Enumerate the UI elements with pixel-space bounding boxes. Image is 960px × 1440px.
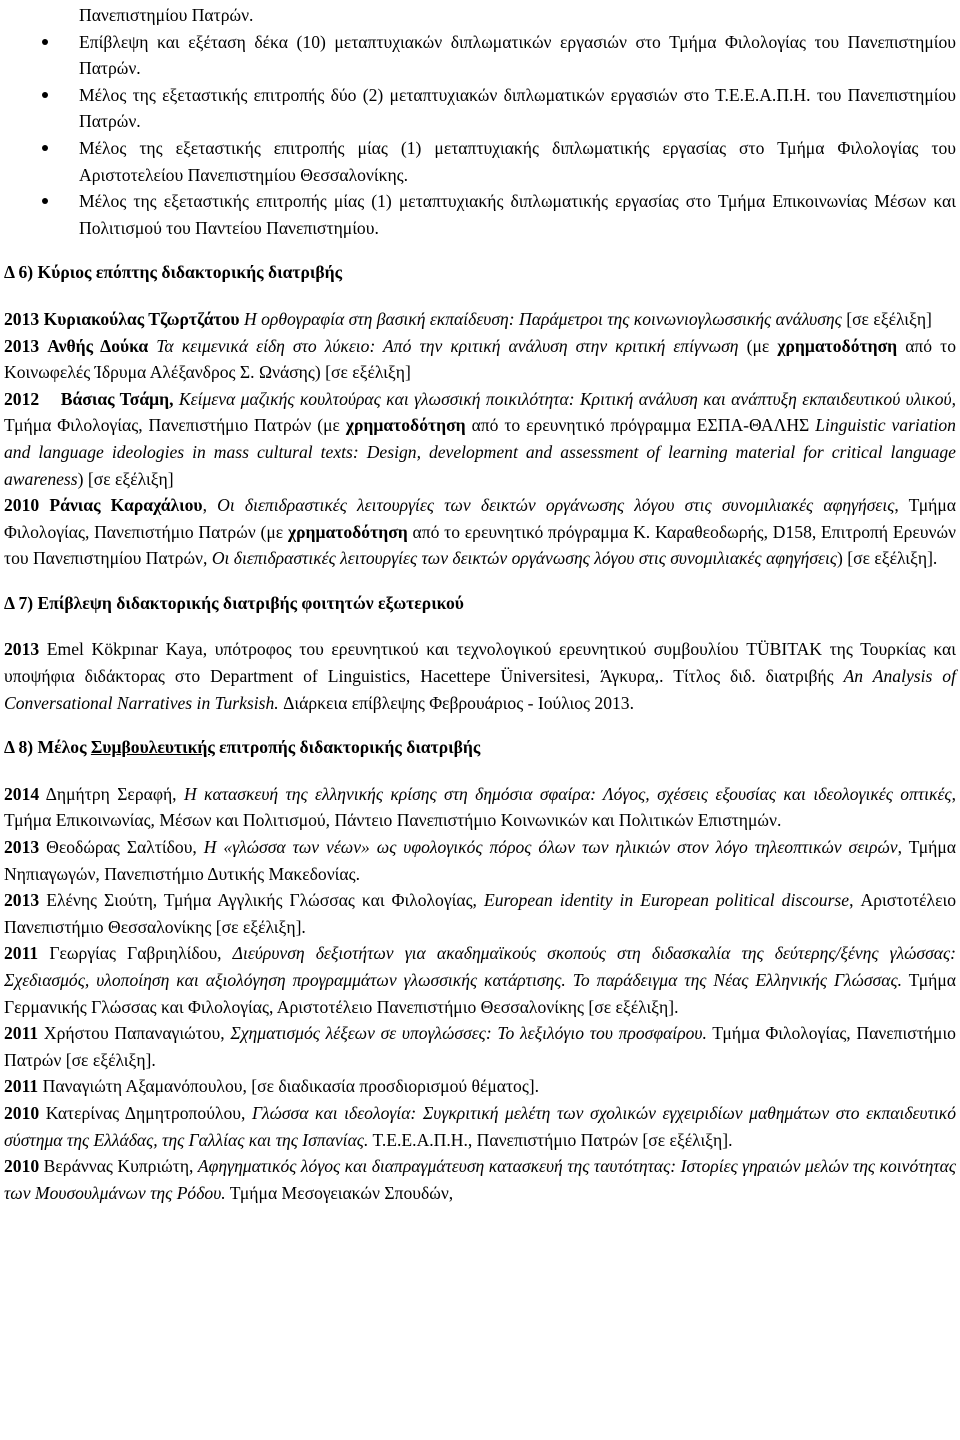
list-item: Μέλος της εξεταστικής επιτροπής δύο (2) μεταπτυχιακών διπλωματικών εργασιών στο Τ.Ε.Ε.Α.Π.Η. του Πανεπιστημίου Πατρών. xyxy=(4,82,956,135)
entry-8-5: 2011 Χρήστου Παπαναγιώτου, Σχηματισμός λέξεων σε υπογλώσσες: Το λεξιλόγιο του προσφαίρου. Τμήμα Φιλολογίας, Πανεπιστήμιο Πατρών [σε εξέλιξη]. xyxy=(4,1023,956,1070)
bullet-icon xyxy=(42,92,48,98)
list-item: Μέλος της εξεταστικής επιτροπής μίας (1) μεταπτυχιακής διπλωματικής εργασίας στο Τμήμα Επικοινωνίας Μέσων και Πολιτισμού του Παντείου Πανεπιστημίου. xyxy=(4,188,956,241)
supervision-list xyxy=(4,29,956,242)
entry-6-1: 2013 Κυριακούλας Τζωρτζάτου Η ορθογραφία στη βασική εκπαίδευση: Παράμετροι της κοινωνιογλωσσικής ανάλυσης [σε εξέλιξη] xyxy=(4,308,932,329)
section-heading-6: Δ 6) Κύριος επόπτης διδακτορικής διατριβής xyxy=(4,262,343,283)
entry-8-7: 2010 Κατερίνας Δημητροπούλου, Γλώσσα και ιδεολογία: Συγκριτική μελέτη των σχολικών εγχειριδίων μαθημάτων στο εκπαιδευτικό σύστημα της Ελλάδας, της Γαλλίας και της Ισπανίας. Τ.Ε.Ε.Α.Π.Η., Πανεπιστήμιο Πατρών [σε εξέλιξη]. xyxy=(4,1102,956,1150)
entry-6-3: 2012 Βάσιας Τσάμη, Κείμενα μαζικής κουλτούρας και γλωσσική ποικιλότητα: Κριτική ανάλυση και ανάπτυξη εκπαιδευτικού υλικού, Τμήμα Φιλολογίας, Πανεπιστήμιο Πατρών (με χρηματοδότηση από το ερευνητικό πρόγραμμα ΕΣΠΑ-ΘΑΛΗΣ Linguistic variation and language ideologies in mass cultural texts: Design, development and assessment of learning material for critical language awareness) [σε εξέλιξη] xyxy=(4,388,956,489)
entry-8-3: 2013 Ελένης Σιούτη, Τμήμα Αγγλικής Γλώσσας και Φιλολογίας, European identity in European political discourse, Αριστοτέλειο Πανεπιστήμιο Θεσσαλονίκης [σε εξέλιξη]. xyxy=(4,890,956,937)
bullet-icon xyxy=(42,145,48,151)
bullet-icon xyxy=(42,198,48,204)
list-item: Επίβλεψη και εξέταση δέκα (10) μεταπτυχιακών διπλωματικών εργασιών στο Τμήμα Φιλολογίας του Πανεπιστημίου Πατρών. xyxy=(4,29,956,82)
entry-7-1: 2013 Emel Kökpınar Kaya, υπότροφος του ερευνητικού και τεχνολογικού ερευνητικού συμβουλίου TÜBITAK της Τουρκίας και υποψήφια διδάκτορας στο Department of Linguistics, Hacettepe Üniversitesi, Άγκυρα,. Τίτλος διδ. διατριβής An Analysis of Conversational Narratives in Turksish. Διάρκεια επίβλεψης Φεβρουάριος - Ιούλιος 2013. xyxy=(4,639,956,713)
entry-6-4: 2010 Ράνιας Καραχάλιου, Οι διεπιδραστικές λειτουργίες των δεικτών οργάνωσης λόγου στις συνομιλιακές αφηγήσεις, Τμήμα Φιλολογίας, Πανεπιστήμιο Πατρών (με χρηματοδότηση από το ερευνητικό πρόγραμμα Κ. Καραθεοδωρής, D158, Επιτροπή Ερευνών του Πανεπιστημίου Πατρών, Οι διεπιδραστικές λειτουργίες των δεικτών οργάνωσης λόγου στις συνομιλιακές αφηγήσεις) [σε εξέλιξη]. xyxy=(4,495,957,569)
entry-8-1: 2014 Δημήτρη Σεραφή, Η κατασκευή της ελληνικής κρίσης στη δημόσια σφαίρα: Λόγος, σχέσεις εξουσίας και ιδεολογικές οπτικές, Τμήμα Επικοινωνίας, Μέσων και Πολιτισμού, Πάντειο Πανεπιστήμιο Κοινωνικών και Πολιτικών Επιστημών. xyxy=(4,783,956,831)
entry-8-6: 2011 Παναγιώτη Αξαμανόπουλου, [σε διαδικασία προσδιορισμού θέματος]. xyxy=(4,1076,540,1097)
section-heading-7: Δ 7) Επίβλεψη διδακτορικής διατριβής φοιτητών εξωτερικού xyxy=(4,592,464,613)
entry-8-2: 2013 Θεοδώρας Σαλτίδου, Η «γλώσσα των νέων» ως υφολογικός πόρος όλων των ηλικιών στον λόγο τηλεοπτικών σειρών, Τμήμα Νηπιαγωγών, Πανεπιστήμιο Δυτικής Μακεδονίας. xyxy=(4,837,956,884)
list-item: Μέλος της εξεταστικής επιτροπής μίας (1) μεταπτυχιακής διπλωματικής εργασίας στο Τμήμα Φιλολογίας του Αριστοτελείου Πανεπιστημίου Θεσσαλονίκης. xyxy=(4,135,956,188)
entry-8-4: 2011 Γεωργίας Γαβριηλίδου, Διεύρυνση δεξιοτήτων για ακαδημαϊκούς σκοπούς στη διδασκαλία της δεύτερης/ξένης γλώσσας: Σχεδιασμός, υλοποίηση και αξιολόγηση προγραμμάτων γλωσσικής κατάρτισης. Το παράδειγμα της Νέας Ελληνικής Γλώσσας. Τμήμα Γερμανικής Γλώσσας και Φιλολογίας, Αριστοτέλειο Πανεπιστήμιο Θεσσαλονίκης [σε εξέλιξη]. xyxy=(4,943,957,1017)
entry-8-8: 2010 Βεράννας Κυπριώτη, Αφηγηματικός λόγος και διαπραγμάτευση κατασκευή της ταυτότητας: Ιστορίες γηραιών μελών της κοινότητας των Μουσουλμάνων της Ρόδου. Τμήμα Μεσογειακών Σπουδών, xyxy=(4,1156,956,1203)
bullet-icon xyxy=(42,39,48,45)
top-continuation: Πανεπιστημίου Πατρών. xyxy=(79,5,254,25)
entry-6-2: 2013 Ανθής Δούκα Τα κειμενικά είδη στο λύκειο: Από την κριτική ανάλυση στην κριτική επίγνωση (με χρηματοδότηση από το Κοινωφελές Ίδρυμα Αλέξανδρος Σ. Ωνάσης) [σε εξέλιξη] xyxy=(4,335,957,383)
section-heading-8: Δ 8) Μέλος Συμβουλευτικής επιτροπής διδακτορικής διατριβής xyxy=(4,737,481,758)
